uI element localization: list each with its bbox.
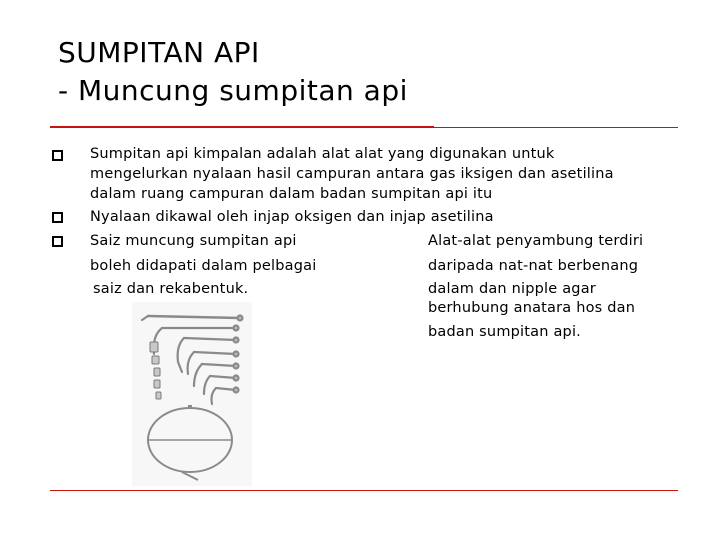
bullet-3-right-line-4: berhubung anatara hos dan (428, 300, 636, 316)
torch-nozzles-drawing (132, 302, 252, 486)
bullet-3-right-line-5: badan sumpitan api. (428, 324, 581, 340)
hollow-square-icon (52, 236, 63, 247)
hollow-square-icon (52, 150, 63, 161)
title-line-2: - Muncung sumpitan api (58, 74, 408, 107)
footer-rule (50, 490, 678, 491)
bullet-3-right-line-3: dalam dan nipple agar (428, 281, 596, 297)
hollow-square-icon (52, 212, 63, 223)
nozzle-illustration (132, 302, 252, 486)
slide-title (58, 34, 408, 110)
bullet-2-line-1: Nyalaan dikawal oleh injap oksigen dan injap asetilina (90, 209, 494, 225)
bullet-3-left-line-3: saiz dan rekabentuk. (93, 281, 249, 297)
bullet-1-line-3: dalam ruang campuran dalam badan sumpitan api itu (90, 186, 493, 202)
bullet-3-left-line-2: boleh didapati dalam pelbagai (90, 258, 317, 274)
bullet-3-left-line-1: Saiz muncung sumpitan api (90, 233, 297, 249)
bullet-1-line-1: Sumpitan api kimpalan adalah alat alat yang digunakan untuk (90, 146, 555, 162)
bullet-1-line-2: mengelurkan nyalaan hasil campuran antara gas iksigen dan asetilina (90, 166, 614, 182)
title-underline-thin (440, 127, 678, 128)
bullet-3-right-line-2: daripada nat-nat berbenang (428, 258, 639, 274)
bullet-3-right-line-1: Alat-alat penyambung terdiri (428, 233, 644, 249)
title-underline-thick (50, 126, 434, 128)
title-line-1: SUMPITAN API (58, 36, 260, 69)
